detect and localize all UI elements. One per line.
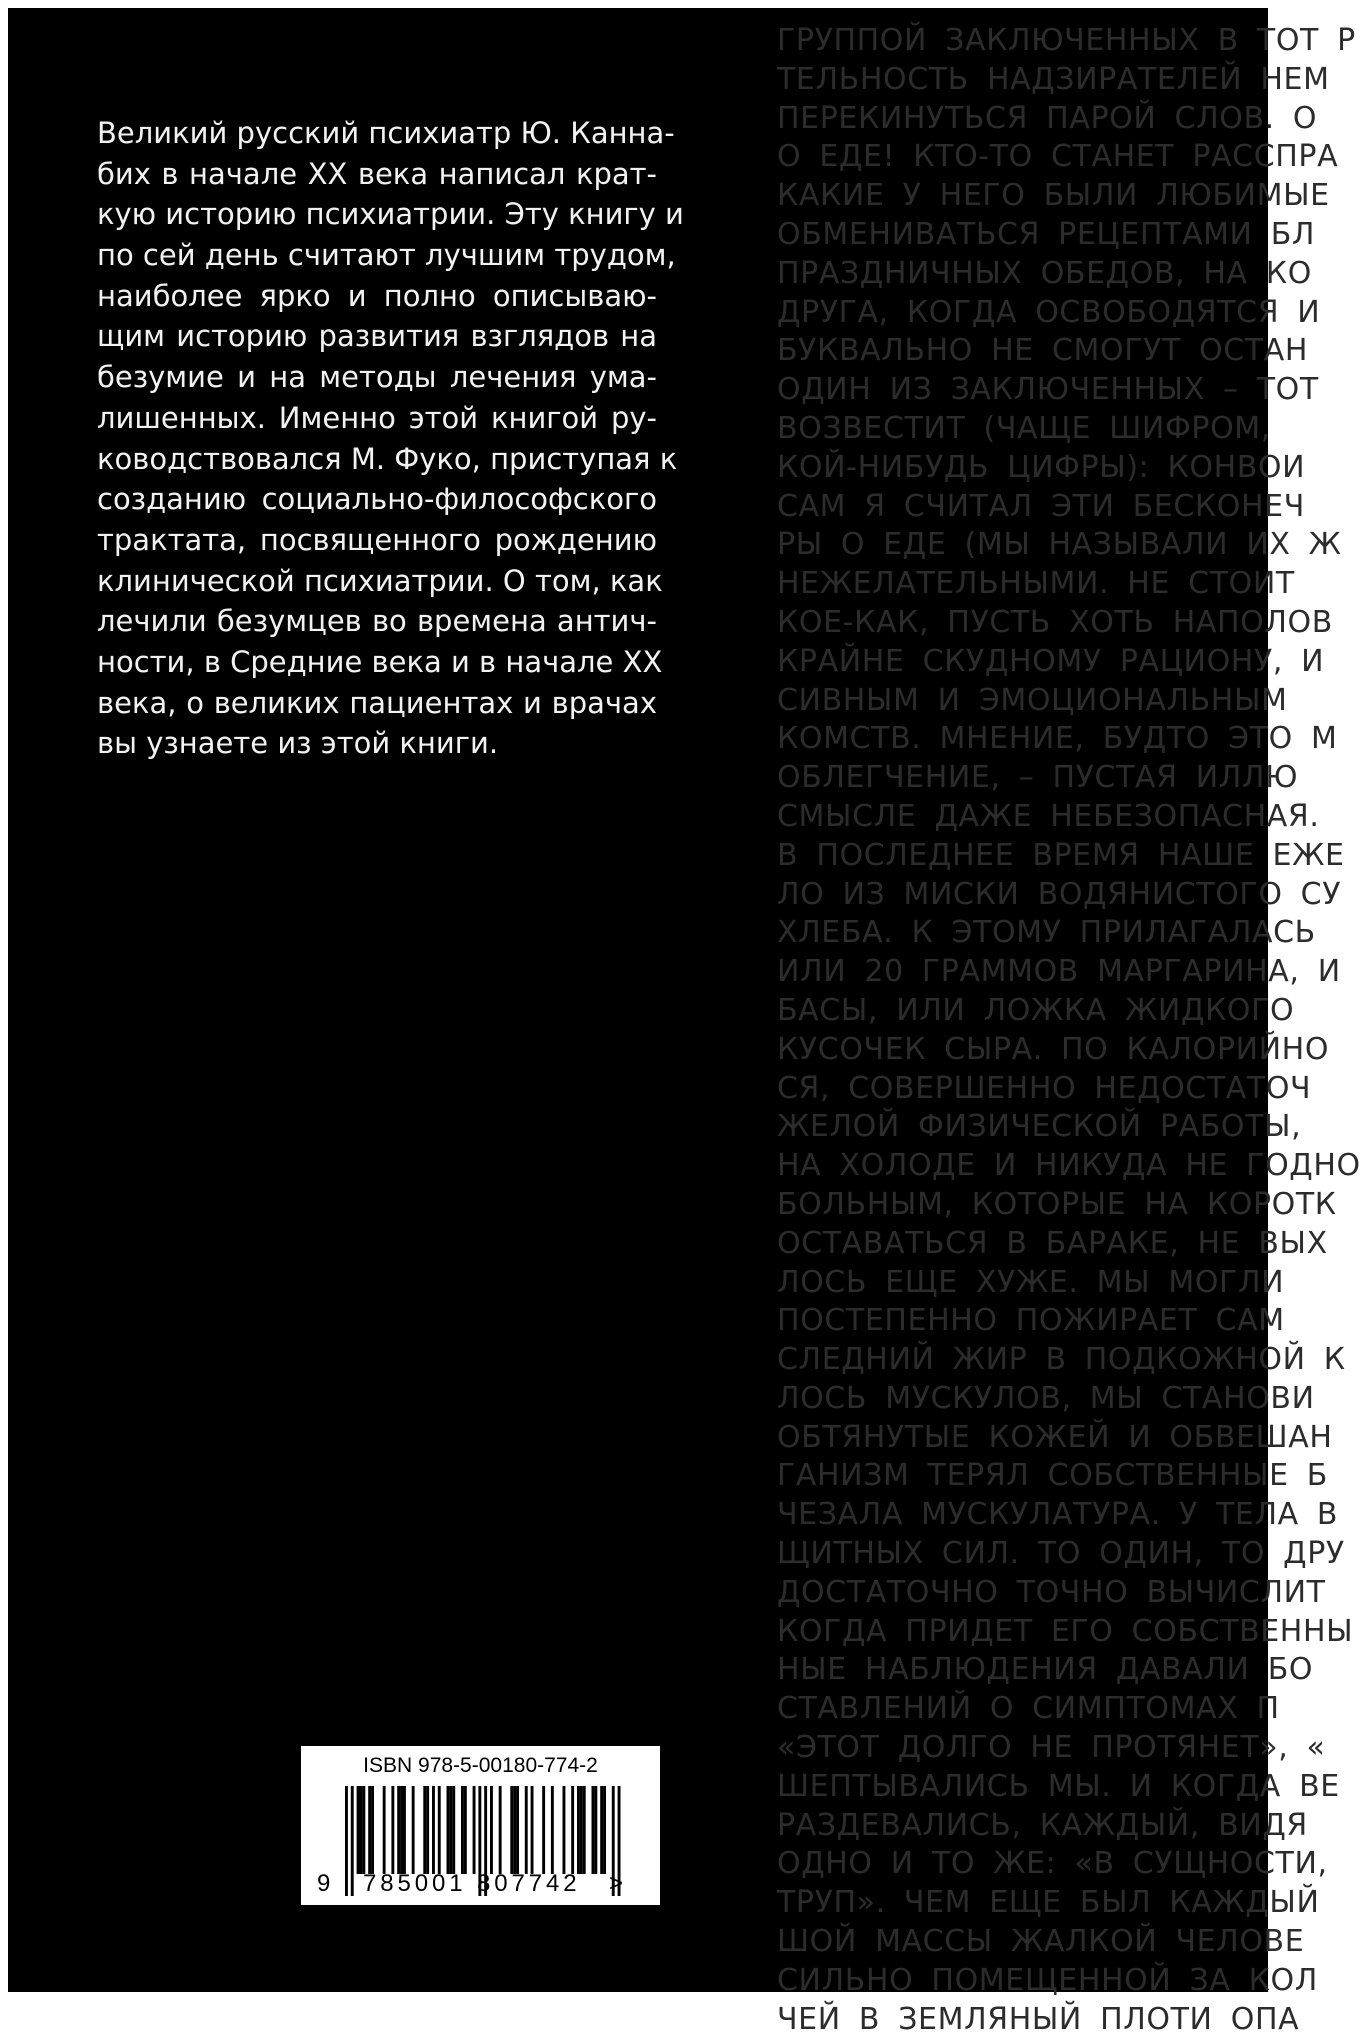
barcode-bar (432, 1786, 435, 1874)
barcode-bar (426, 1786, 429, 1874)
background-text-line: НА ХОЛОДЕ И НИКУДА НЕ ГОДНО (777, 1148, 1361, 1184)
background-text-block (777, 22, 1361, 2039)
background-text-line: ОБТЯНУТЫЕ КОЖЕЙ И ОБВЕШАН (777, 1419, 1333, 1455)
barcode-bar (357, 1786, 360, 1874)
background-text-line: ЩИТНЫХ СИЛ. ТО ОДИН, ТО ДРУ (777, 1536, 1345, 1572)
background-text-line: КУСОЧЕК СЫРА. ПО КАЛОРИЙНО (777, 1031, 1330, 1067)
barcode-bar (362, 1786, 365, 1874)
book-back-cover (8, 8, 1361, 2037)
barcode-quiet-zone-arrow: > (609, 1870, 624, 1897)
barcode-bar (438, 1786, 441, 1874)
background-text-line: ИЛИ 20 ГРАММОВ МАРГАРИНА, И (777, 954, 1341, 990)
background-text-line: ПЕРЕКИНУТЬСЯ ПАРОЙ СЛОВ. О (777, 100, 1318, 136)
barcode-bar (447, 1786, 450, 1874)
background-text-line: ЛОСЬ МУСКУЛОВ, МЫ СТАНОВИ (777, 1380, 1315, 1416)
background-text-line: ВОЗВЕСТИТ (ЧАЩЕ ШИФРОМ, (777, 410, 1271, 446)
background-text-line: О ЕДЕ! КТО-ТО СТАНЕТ РАССПРА (777, 139, 1339, 175)
annotation-line: созданию социально-философского (97, 482, 657, 517)
background-text-line: ХЛЕБА. К ЭТОМУ ПРИЛАГАЛАСЬ (777, 915, 1316, 951)
annotation-line: Великий русский психиатр Ю. Канна- (97, 116, 675, 150)
barcode-bar (542, 1786, 545, 1874)
background-text-line: ПРАЗДНИЧНЫХ ОБЕДОВ, НА КО (777, 255, 1312, 291)
background-text-line: НЫЕ НАБЛЮДЕНИЯ ДАВАЛИ БО (777, 1652, 1314, 1688)
background-text-line: ОСТАВАТЬСЯ В БАРАКЕ, НЕ ВЫХ (777, 1225, 1328, 1261)
annotation-line: по сей день считают лучшим трудом, (97, 238, 676, 273)
barcode-bar (391, 1786, 394, 1874)
background-text-line: НЕЖЕЛАТЕЛЬНЫМИ. НЕ СТОИТ (777, 566, 1295, 602)
background-text-line: СЯ, СОВЕРШЕННО НЕДОСТАТОЧ (777, 1070, 1312, 1106)
annotation-line: вы узнаете из этой книги. (97, 726, 499, 761)
barcode-bar (583, 1786, 586, 1874)
annotation-line: лишенных. Именно этой книгой ру- (97, 400, 657, 435)
barcode-bar (592, 1786, 595, 1874)
background-text-line: КРАЙНЕ СКУДНОМУ РАЦИОНУ, И (777, 643, 1325, 679)
barcode-bar (403, 1786, 406, 1874)
barcode-bar (371, 1786, 374, 1874)
annotation-line: века, о великих пациентах и врачах (97, 685, 657, 720)
background-text-line: ОБМЕНИВАТЬСЯ РЕЦЕПТАМИ БЛ (777, 216, 1316, 252)
background-text-line: ШОЙ МАССЫ ЖАЛКОЙ ЧЕЛОВЕ (777, 1924, 1305, 1960)
background-text-line: ОДНО И ТО ЖЕ: «В СУЩНОСТИ, (777, 1846, 1328, 1882)
barcode-bar (452, 1786, 455, 1874)
background-text-line: СМЫСЛЕ ДАЖЕ НЕБЕЗОПАСНАЯ. (777, 798, 1320, 834)
annotation-line: ководствовался М. Фуко, приступая к (97, 441, 678, 476)
annotation-line: кую историю психиатрии. Эту книгу и (97, 197, 684, 232)
barcode-bar (531, 1786, 534, 1874)
barcode-bar (510, 1786, 513, 1874)
annotation-line: щим историю развития взглядов на (97, 319, 657, 354)
barcode-bar (461, 1786, 464, 1874)
barcode-bar (464, 1786, 467, 1874)
background-text-line: СЛЕДНИЙ ЖИР В ПОДКОЖНОЙ К (777, 1342, 1346, 1378)
background-text-line: ГАНИЗМ ТЕРЯЛ СОБСТВЕННЫЕ Б (777, 1458, 1328, 1494)
barcode-bar (473, 1786, 476, 1874)
barcode-guard-bar (345, 1786, 348, 1896)
background-text-line: ОДИН ИЗ ЗАКЛЮЧЕННЫХ – ТОТ (777, 372, 1319, 408)
background-text-line: ШЕПТЫВАЛИСЬ МЫ. И КОГДА ВЕ (777, 1768, 1340, 1804)
barcode-bar (490, 1786, 493, 1874)
background-text-line: КАКИЕ У НЕГО БЫЛИ ЛЮБИМЫЕ (777, 178, 1330, 214)
background-text-line: КОЙ-НИБУДЬ ЦИФРЫ): КОНВОИ (777, 449, 1306, 485)
background-text-line: РАЗДЕВАЛИСЬ, КАЖДЫЙ, ВИДЯ (777, 1807, 1308, 1843)
barcode-bar (499, 1786, 502, 1874)
annotation-line: безумие и на методы лечения ума- (97, 360, 657, 395)
barcode-bar (397, 1786, 400, 1874)
annotation-line: наиболее ярко и полно описываю- (97, 278, 657, 313)
barcode-bar (449, 1786, 452, 1874)
background-text-line: ТЕЛЬНОСТЬ НАДЗИРАТЕЛЕЙ НЕМ (777, 61, 1330, 97)
barcode-bar (571, 1786, 574, 1874)
barcode-bar (383, 1786, 386, 1874)
barcode-bar (563, 1786, 566, 1874)
background-text-line: ЖЕЛОЙ ФИЗИЧЕСКОЙ РАБОТЫ, (777, 1109, 1302, 1145)
barcode-bar (423, 1786, 426, 1874)
background-text-line: ЛО ИЗ МИСКИ ВОДЯНИСТОГО СУ (777, 876, 1342, 912)
background-text-line: КОГДА ПРИДЕТ ЕГО СОБСТВЕННЫ (777, 1613, 1354, 1649)
barcode-bar (516, 1786, 519, 1874)
barcode-bar (368, 1786, 371, 1874)
background-text-line: БУКВАЛЬНО НЕ СМОГУТ ОСТАН (777, 333, 1309, 369)
background-text-line: ЧЕЗАЛА МУСКУЛАТУРА. У ТЕЛА В (777, 1497, 1339, 1533)
isbn-number: ISBN 978-5-00180-774-2 (363, 1754, 598, 1777)
barcode-digits-right: 807742 (477, 1870, 581, 1897)
background-text-line: ТРУП». ЧЕМ ЕЩЕ БЫЛ КАЖДЫЙ (777, 1885, 1320, 1921)
barcode-guard-bar (351, 1786, 354, 1896)
background-text-line: СТАВЛЕНИЙ О СИМПТОМАХ П (777, 1691, 1280, 1727)
annotation-line: бих в начале XX века написал крат- (97, 156, 657, 191)
background-text-line: ДРУГА, КОГДА ОСВОБОДЯТСЯ И (777, 294, 1321, 330)
background-text-line: ПОСТЕПЕННО ПОЖИРАЕТ САМ (777, 1303, 1285, 1339)
background-text-line: «ЭТОТ ДОЛГО НЕ ПРОТЯНЕТ», « (777, 1730, 1326, 1766)
background-text-line: РЫ О ЕДЕ (МЫ НАЗЫВАЛИ ИХ Ж (777, 527, 1342, 563)
background-text-line: ГРУППОЙ ЗАКЛЮЧЕННЫХ В ТОТ Р (777, 23, 1356, 58)
barcode-bar (360, 1786, 363, 1874)
background-text-line: ЧЕЙ В ЗЕМЛЯНЫЙ ПЛОТИ ОПА (777, 2001, 1300, 2037)
background-text-line: В ПОСЛЕДНЕЕ ВРЕМЯ НАШЕ ЕЖЕ (777, 837, 1345, 873)
barcode-label (301, 1746, 660, 1905)
annotation-line: трактата, посвященного рождению (97, 522, 657, 557)
background-text-line: ДОСТАТОЧНО ТОЧНО ВЫЧИСЛИТ (777, 1574, 1326, 1610)
background-text-line: ОБЛЕГЧЕНИЕ, – ПУСТАЯ ИЛЛЮ (777, 760, 1299, 796)
barcode-bar (400, 1786, 403, 1874)
barcode-bar (513, 1786, 516, 1874)
background-text-line: ЛОСЬ ЕЩЕ ХУЖЕ. МЫ МОГЛИ (777, 1264, 1285, 1300)
barcode-bar (412, 1786, 415, 1874)
barcode-digit-first: 9 (317, 1870, 331, 1897)
background-text-line: САМ Я СЧИТАЛ ЭТИ БЕСКОНЕЧ (777, 488, 1305, 524)
annotation-line: лечили безумцев во времена антич- (97, 604, 657, 639)
annotation-line: ности, в Средние века и в начале XX (97, 644, 663, 679)
background-text-line: БАСЫ, ИЛИ ЛОЖКА ЖИДКОГО (777, 992, 1295, 1028)
barcode-digits-left: 785001 (363, 1870, 467, 1897)
background-text-line: СИЛЬНО ПОМЕЩЕННОЙ ЗА КОЛ (777, 1962, 1318, 1998)
background-text-line: СИВНЫМ И ЭМОЦИОНАЛЬНЫМ (777, 682, 1288, 718)
barcode-bar (600, 1786, 603, 1874)
barcode-bar (577, 1786, 580, 1874)
barcode-bar (603, 1786, 606, 1874)
barcode-bar (525, 1786, 528, 1874)
barcode-bar (551, 1786, 554, 1874)
background-text-line: БОЛЬНЫМ, КОТОРЫЕ НА КОРОТК (777, 1186, 1337, 1222)
background-text-line: КОМСТВ. МНЕНИЕ, БУДТО ЭТО М (777, 721, 1338, 757)
barcode-bar (580, 1786, 583, 1874)
book-annotation (97, 113, 684, 764)
annotation-line: клинической психиатрии. О том, как (97, 563, 663, 598)
barcode-bar (594, 1786, 597, 1874)
background-text-line: КОЕ-КАК, ПУСТЬ ХОТЬ НАПОЛОВ (777, 604, 1333, 640)
